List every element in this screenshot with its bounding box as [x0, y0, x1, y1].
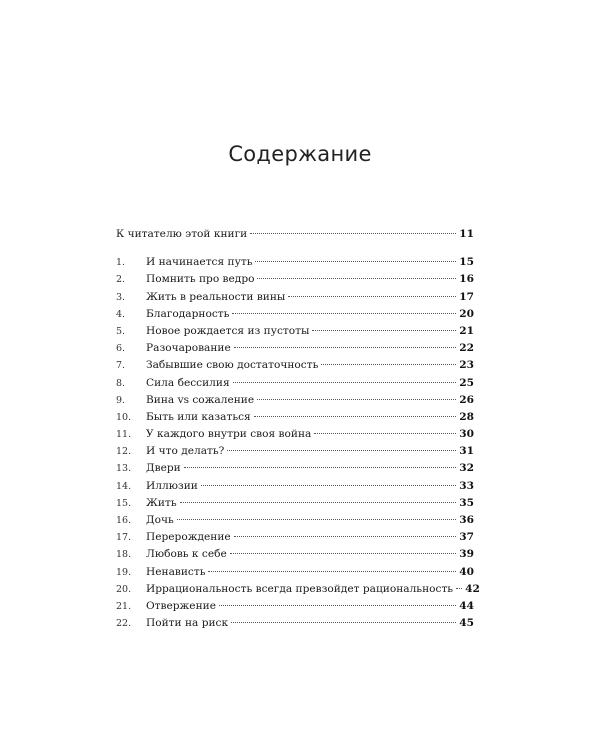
dot-leader: [255, 261, 456, 262]
chapter-list: [116, 254, 480, 632]
toc-page-number: 35: [459, 496, 474, 509]
toc-page-number: 20: [459, 307, 474, 320]
toc-page-number: 37: [459, 531, 474, 544]
toc-page-number: 44: [459, 599, 474, 612]
page-title: Содержание: [228, 142, 372, 167]
toc-chapter-number: 12.: [116, 446, 132, 458]
toc-entry-label: Быть или казаться: [146, 410, 251, 423]
dot-leader: [177, 519, 456, 520]
toc-entry-label: Сила бессилия: [146, 376, 230, 389]
toc-page-number: 15: [459, 256, 474, 269]
toc-entry-label: Любовь к себе: [146, 548, 227, 561]
toc-page-number: 39: [459, 548, 474, 561]
toc-entry: [116, 460, 474, 477]
table-of-contents: [116, 226, 480, 632]
toc-entry-label: Разочарование: [146, 342, 231, 355]
dot-leader: [219, 605, 456, 606]
toc-page-number: 33: [459, 479, 474, 492]
toc-page-number: 11: [459, 228, 474, 240]
toc-chapter-number: 9.: [116, 394, 126, 406]
toc-entry: [116, 426, 474, 443]
toc-page-number: 22: [459, 342, 474, 355]
toc-page-number: 28: [459, 410, 474, 423]
toc-chapter-number: 3.: [116, 291, 126, 303]
toc-entry-label: Дочь: [146, 514, 174, 526]
toc-entry-label: Жить в реальности вины: [146, 290, 286, 303]
toc-entry: [116, 581, 480, 598]
toc-entry-label: Ненависть: [146, 565, 206, 578]
toc-page-number: 36: [459, 514, 474, 526]
toc-chapter-number: 18.: [116, 549, 132, 561]
dot-leader: [257, 399, 456, 400]
toc-page-number: 45: [459, 617, 474, 630]
toc-chapter-number: 15.: [116, 497, 132, 509]
toc-entry: [116, 254, 474, 271]
toc-entry-label: Вина vs сожаление: [146, 393, 255, 406]
toc-entry-label: Отвержение: [146, 599, 216, 612]
toc-entry-label: У каждого внутри своя война: [146, 428, 312, 441]
dot-leader: [201, 485, 456, 486]
toc-entry: [116, 323, 474, 340]
toc-entry-label: Пойти на риск: [146, 617, 229, 630]
toc-entry-label: Благодарность: [146, 307, 230, 320]
dot-leader: [233, 382, 457, 383]
dot-leader: [180, 502, 457, 503]
toc-chapter-number: 1.: [116, 257, 126, 269]
dot-leader: [230, 553, 456, 554]
toc-entry-label: К читателю этой книги: [116, 228, 248, 240]
toc-entry: [116, 564, 474, 581]
toc-chapter-number: 6.: [116, 343, 126, 355]
toc-entry: [116, 340, 474, 357]
toc-entry: [116, 357, 474, 374]
toc-entry-label: Перерождение: [146, 531, 231, 544]
toc-chapter-number: 21.: [116, 600, 132, 612]
toc-page-number: 42: [465, 582, 480, 595]
toc-entry: [116, 306, 474, 323]
toc-page-number: 21: [459, 324, 474, 337]
toc-entry: [116, 529, 474, 546]
toc-entry-label: Иллюзии: [146, 479, 198, 492]
toc-page-number: 23: [459, 359, 474, 372]
toc-entry: [116, 512, 474, 529]
dot-leader: [227, 450, 456, 451]
toc-chapter-number: 13.: [116, 463, 132, 475]
toc-chapter-number: 7.: [116, 360, 126, 372]
dot-leader: [314, 433, 456, 434]
dot-leader: [321, 364, 456, 365]
toc-entry: [116, 271, 474, 288]
toc-page-number: 25: [459, 376, 474, 389]
toc-chapter-number: 19.: [116, 566, 132, 578]
dot-leader: [456, 588, 462, 589]
toc-chapter-number: 17.: [116, 532, 132, 544]
toc-entry-intro: [116, 226, 474, 243]
toc-page-number: 16: [459, 273, 474, 286]
toc-entry-label: Помнить про ведро: [146, 273, 255, 286]
toc-page-number: 17: [459, 290, 474, 303]
dot-leader: [288, 296, 456, 297]
dot-leader: [312, 330, 456, 331]
toc-chapter-number: 5.: [116, 325, 126, 337]
toc-chapter-number: 10.: [116, 411, 132, 423]
dot-leader: [257, 278, 456, 279]
toc-chapter-number: 14.: [116, 480, 132, 492]
toc-entry-label: И начинается путь: [146, 256, 253, 269]
dot-leader: [254, 416, 457, 417]
toc-chapter-number: 20.: [116, 583, 132, 595]
dot-leader: [250, 233, 456, 234]
toc-entry: [116, 375, 474, 392]
toc-entry-label: Двери: [146, 462, 181, 475]
toc-entry: [116, 443, 474, 460]
toc-page-number: 40: [459, 565, 474, 578]
toc-entry: [116, 615, 474, 632]
toc-chapter-number: 4.: [116, 308, 126, 320]
dot-leader: [234, 536, 457, 537]
toc-entry: [116, 392, 474, 409]
toc-entry-label: Новое рождается из пустоты: [146, 324, 310, 337]
dot-leader: [184, 467, 457, 468]
toc-page-number: 30: [459, 428, 474, 441]
toc-entry: [116, 478, 474, 495]
toc-chapter-number: 16.: [116, 515, 132, 526]
toc-page-number: 26: [459, 393, 474, 406]
toc-entry-label: Иррациональность всегда превзойдет рациональность: [146, 582, 454, 595]
toc-chapter-number: 22.: [116, 618, 132, 630]
dot-leader: [231, 622, 456, 623]
toc-entry-label: Забывшие свою достаточность: [146, 359, 319, 372]
dot-leader: [208, 571, 456, 572]
toc-page-number: 32: [459, 462, 474, 475]
toc-entry: [116, 546, 474, 563]
toc-chapter-number: 8.: [116, 377, 126, 389]
dot-leader: [234, 347, 457, 348]
toc-entry: [116, 289, 474, 306]
toc-chapter-number: 11.: [116, 429, 132, 441]
toc-page-number: 31: [459, 445, 474, 458]
toc-entry-label: Жить: [146, 496, 177, 509]
toc-entry: [116, 598, 474, 615]
toc-entry: [116, 495, 474, 512]
toc-entry-label: И что делать?: [146, 445, 225, 458]
toc-chapter-number: 2.: [116, 274, 126, 286]
toc-entry: [116, 409, 474, 426]
dot-leader: [232, 313, 456, 314]
